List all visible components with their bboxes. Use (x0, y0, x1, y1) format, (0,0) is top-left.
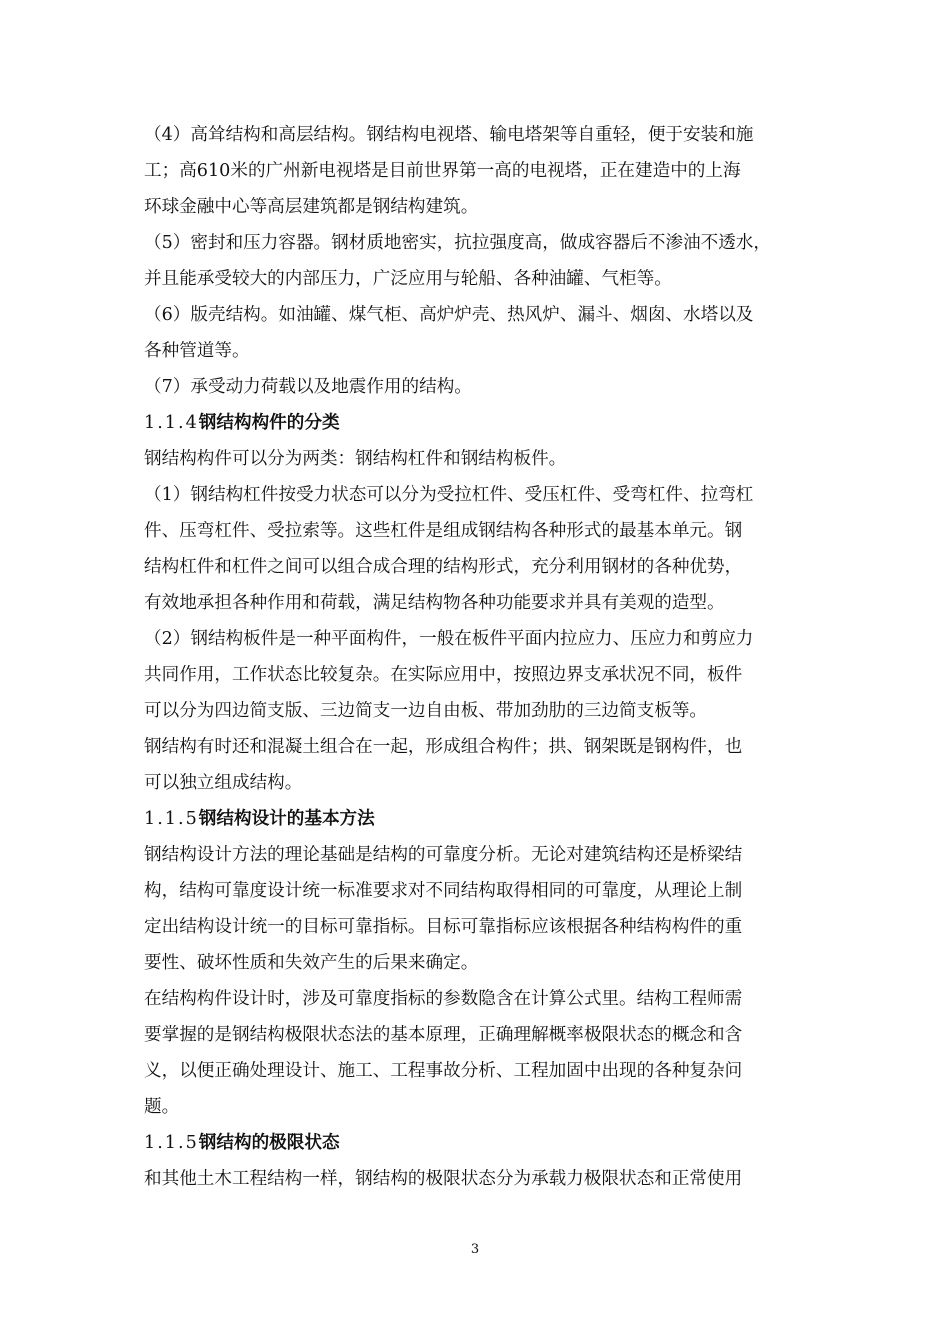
section-heading-1-1-5-design (144, 801, 814, 837)
section-title: 钢结构设计的基本方法 (198, 808, 375, 829)
text-line: 题。 (144, 1097, 180, 1117)
text-line: 和其他土木工程结构一样，钢结构的极限状态分为承载力极限状态和正常使用 (144, 1169, 743, 1189)
text-line: 有效地承担各种作用和荷载，满足结构物各种功能要求并具有美观的造型。 (144, 593, 725, 613)
text-line: （2）钢结构板件是一种平面构件，一般在板件平面内拉应力、压应力和剪应力 (144, 629, 754, 649)
text-line: 在结构构件设计时，涉及可靠度指标的参数隐含在计算公式里。结构工程师需 (144, 989, 743, 1009)
text-line: 件、压弯杠件、受拉索等。这些杠件是组成钢结构各种形式的最基本单元。钢 (144, 521, 743, 541)
text-line: 并且能承受较大的内部压力，广泛应用与轮船、各种油罐、气柜等。 (144, 269, 672, 289)
text-line: 要性、破坏性质和失效产生的后果来确定。 (144, 953, 479, 973)
text-line: 可以独立组成结构。 (144, 773, 303, 793)
text-line: 钢结构有时还和混凝土组合在一起，形成组合构件；拱、钢架既是钢构件，也 (144, 737, 743, 757)
text-line: 钢结构构件可以分为两类：钢结构杠件和钢结构板件。 (144, 449, 567, 469)
page-body (144, 117, 814, 1197)
text-line: 工；高610米的广州新电视塔是目前世界第一高的电视塔，正在建造中的上海 (144, 161, 741, 181)
text-line: （4）高耸结构和高层结构。钢结构电视塔、输电塔架等自重轻，便于安装和施 (144, 125, 754, 145)
text-line: 环球金融中心等高层建筑都是钢结构建筑。 (144, 197, 479, 217)
text-line: 可以分为四边简支版、三边简支一边自由板、带加劲肋的三边简支板等。 (144, 701, 708, 721)
text-line: 钢结构设计方法的理论基础是结构的可靠度分析。无论对建筑结构还是桥梁结 (144, 845, 743, 865)
section-number: 1.1.4 (144, 413, 199, 433)
section-number: 1.1.5 (144, 1133, 199, 1153)
section-number: 1.1.5 (144, 809, 199, 829)
text-line: 要掌握的是钢结构极限状态法的基本原理，正确理解概率极限状态的概念和含 (144, 1025, 743, 1045)
text-line: 构，结构可靠度设计统一标准要求对不同结构取得相同的可靠度，从理论上制 (144, 881, 743, 901)
text-line: 共同作用，工作状态比较复杂。在实际应用中，按照边界支承状况不同，板件 (144, 665, 743, 685)
section-heading-1-1-4 (144, 405, 814, 441)
text-line: 义，以便正确处理设计、施工、工程事故分析、工程加固中出现的各种复杂问 (144, 1061, 743, 1081)
section-heading-1-1-5-limit-state (144, 1125, 814, 1161)
page-number: 3 (470, 1242, 480, 1257)
text-line: （7）承受动力荷载以及地震作用的结构。 (144, 377, 472, 397)
text-line: 各种管道等。 (144, 341, 250, 361)
text-line: （1）钢结构杠件按受力状态可以分为受拉杠件、受压杠件、受弯杠件、拉弯杠 (144, 485, 754, 505)
section-title: 钢结构的极限状态 (198, 1132, 340, 1153)
text-line: 定出结构设计统一的目标可靠指标。目标可靠指标应该根据各种结构构件的重 (144, 917, 743, 937)
text-line: （6）版壳结构。如油罐、煤气柜、高炉炉壳、热风炉、漏斗、烟囱、水塔以及 (144, 305, 754, 325)
section-title: 钢结构构件的分类 (198, 412, 340, 433)
text-line: （5）密封和压力容器。钢材质地密实，抗拉强度高，做成容器后不渗油不透水， (144, 233, 771, 253)
text-line: 结构杠件和杠件之间可以组合成合理的结构形式，充分利用钢材的各种优势， (144, 557, 743, 577)
